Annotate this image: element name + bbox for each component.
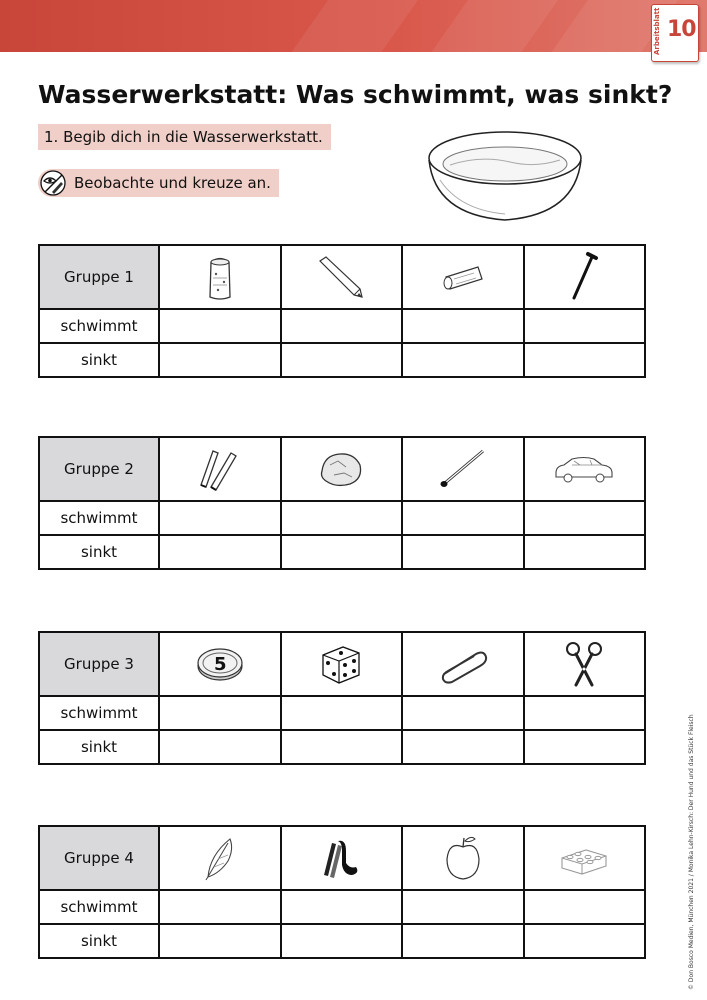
check-cell[interactable] [524,535,646,569]
row-label-floats: schwimmt [39,501,159,535]
check-cell[interactable] [159,309,281,343]
check-cell[interactable] [524,501,646,535]
feather-icon [198,833,242,883]
check-cell[interactable] [281,501,403,535]
check-cell[interactable] [281,890,403,924]
lego-brick-icon [556,838,612,878]
check-cell[interactable] [402,535,524,569]
candy-licorice-icon [316,833,366,883]
sheet-number: 10 [667,17,696,42]
row-label-sinks: sinkt [39,535,159,569]
paperclip-icon [436,644,490,684]
check-cell[interactable] [159,730,281,764]
item-cell [402,826,524,890]
check-cell[interactable] [281,343,403,377]
row-label-sinks: sinkt [39,343,159,377]
check-cell[interactable] [281,924,403,958]
water-bowl-illustration [420,120,590,230]
item-cell [281,245,403,309]
group-label: Gruppe 2 [39,437,159,501]
check-cell[interactable] [159,535,281,569]
toy-car-icon [552,451,616,487]
check-cell[interactable] [402,343,524,377]
sheet-number-badge [651,4,699,62]
match-icon [435,445,491,493]
pencil-icon [316,255,366,299]
check-cell[interactable] [281,535,403,569]
coin-icon [194,642,246,686]
check-cell[interactable] [159,890,281,924]
group-label: Gruppe 4 [39,826,159,890]
item-cell [159,245,281,309]
group-label: Gruppe 3 [39,632,159,696]
task-instruction: 1. Begib dich in die Wasserwerkstatt. [38,124,331,150]
check-cell[interactable] [524,696,646,730]
wood-log-icon [438,257,488,297]
item-cell [524,245,646,309]
check-cell[interactable] [524,924,646,958]
check-cell[interactable] [281,696,403,730]
copyright-notice: © Don Bosco Medien, München 2021 / Monika Lehn-Kirsch: Der Hund und das Stück Fleisch [688,714,695,990]
check-cell[interactable] [159,696,281,730]
check-cell[interactable] [402,309,524,343]
group-table-2 [38,436,646,570]
check-cell[interactable] [402,890,524,924]
scissors-icon [562,639,606,689]
check-cell[interactable] [281,309,403,343]
page-title: Wasserwerkstatt: Was schwimmt, was sinkt? [38,80,673,109]
check-cell[interactable] [402,730,524,764]
nail-icon [564,251,604,303]
row-label-floats: schwimmt [39,890,159,924]
check-cell[interactable] [402,696,524,730]
apple-icon [441,833,485,883]
group-table-4 [38,825,646,959]
check-cell[interactable] [524,309,646,343]
sheet-label: Arbeitsblatt [653,7,661,55]
observe-instruction-text: Beobachte und kreuze an. [74,174,271,192]
item-cell [402,245,524,309]
check-cell[interactable] [402,924,524,958]
row-label-sinks: sinkt [39,730,159,764]
check-cell[interactable] [281,730,403,764]
check-cell[interactable] [159,343,281,377]
item-cell [159,632,281,696]
item-cell [159,826,281,890]
row-label-floats: schwimmt [39,696,159,730]
header-banner [0,0,707,52]
dice-icon [317,641,365,687]
chalk-icon [195,445,245,493]
item-cell [281,437,403,501]
check-cell[interactable] [159,924,281,958]
svg-text:5: 5 [213,654,227,675]
row-label-sinks: sinkt [39,924,159,958]
group-table-3 [38,631,646,765]
check-cell[interactable] [159,501,281,535]
item-cell [402,632,524,696]
group-table-1 [38,244,646,378]
check-cell[interactable] [524,343,646,377]
group-label: Gruppe 1 [39,245,159,309]
item-cell [524,632,646,696]
check-cell[interactable] [524,890,646,924]
item-cell [159,437,281,501]
stone-icon [316,447,366,491]
check-cell[interactable] [524,730,646,764]
item-cell [281,826,403,890]
item-cell [524,437,646,501]
item-cell [524,826,646,890]
observe-instruction [38,169,279,197]
observe-and-write-icon [40,170,66,196]
item-cell [281,632,403,696]
row-label-floats: schwimmt [39,309,159,343]
check-cell[interactable] [402,501,524,535]
item-cell [402,437,524,501]
cork-icon [200,252,240,302]
